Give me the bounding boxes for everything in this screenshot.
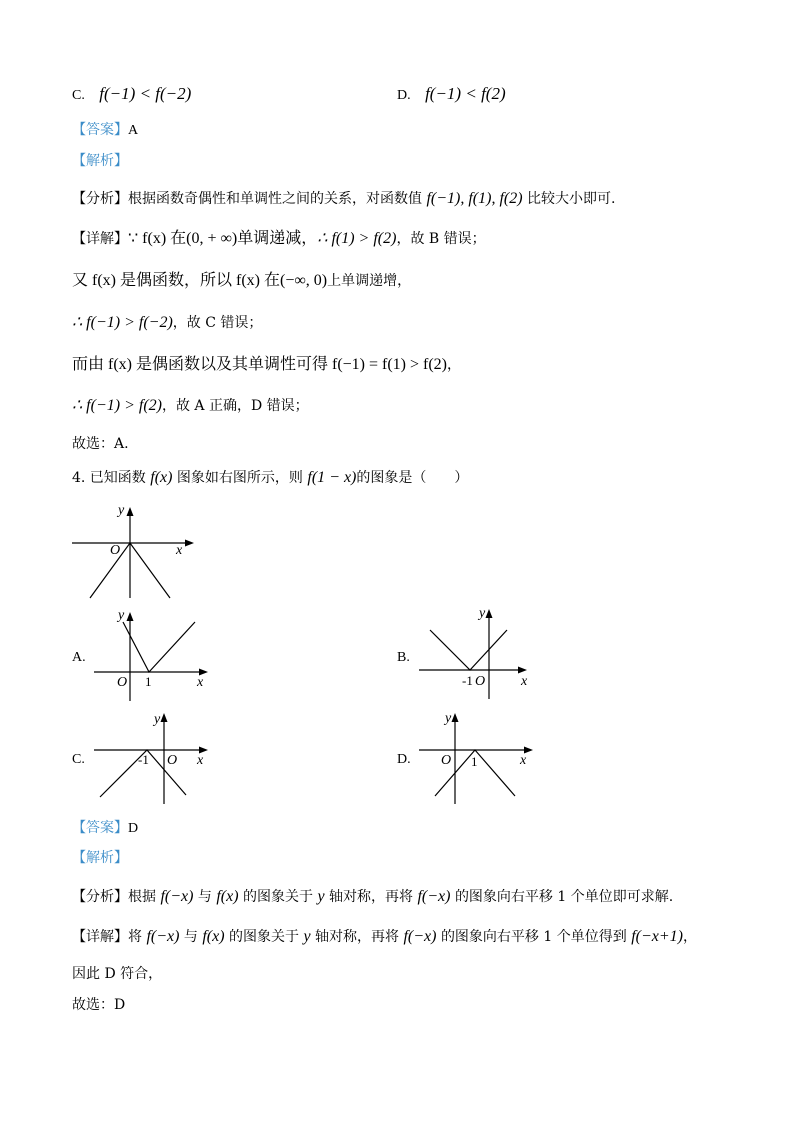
q4-stem-a: 4. 已知函数 [72,470,146,486]
q3-analysis [72,189,615,209]
de-c: 的图象关于 [229,929,300,945]
origin-label: O [475,674,486,689]
option-b-letter: B. [397,650,410,665]
q4-stem-c: 的图象是（ ） [356,470,469,486]
an-c: 的图象关于 [243,889,314,905]
de-b: 与 [183,929,198,945]
q4-choose [72,995,125,1015]
de-f2: f(x) [202,928,225,945]
detail-tag: 【详解】 [72,231,128,247]
q4-stem-b: 图象如右图所示，则 [176,470,303,486]
given-graph [70,502,200,602]
y-label: y [118,608,125,623]
y-axis-arrow-icon [486,609,493,618]
y-label: y [445,711,452,726]
x-axis-arrow-icon [185,540,194,547]
analysis-tag: 【分析】 [72,889,128,905]
de-e: 的图象向右平移 1 个单位得到 [440,929,627,945]
detail-3-b: ，故 C 错误； [172,315,263,331]
q4-stem-f: f(x) [150,469,173,486]
q4-answer [72,818,138,839]
y-label: y [479,606,486,621]
y-label: y [154,712,161,727]
conclusion-text: 因此 D 符合， [72,966,163,982]
detail-1-b: ∴ f(1) > f(2) [317,230,397,247]
option-c [72,84,191,106]
tick-label: -1 [138,752,149,767]
tick-label: -1 [462,673,473,688]
answer-tag: 【答案】 [72,820,128,836]
tick-label: 1 [471,754,478,769]
answer-value: D [128,821,139,836]
function-curve [123,622,195,672]
q3-choose [72,434,129,454]
option-c-graph [90,707,215,807]
option-c-expression: f(−1) < f(−2) [99,84,192,103]
de-d: 轴对称，再将 [315,929,400,945]
option-d-expression: f(−1) < f(2) [425,84,506,103]
q3-detail-3 [72,313,262,333]
option-b-graph [415,603,540,703]
de-a: 将 [128,929,142,945]
an-f1: f(−x) [160,888,194,905]
an-a: 根据 [128,889,156,905]
function-curve [430,630,507,670]
option-d [397,84,506,106]
an-b: 与 [197,889,212,905]
option-a-graph [90,605,215,705]
detail-4-b: ， [447,357,462,373]
q4-stem [72,468,468,488]
option-d-graph [415,706,540,806]
origin-label: O [441,753,452,768]
x-axis-arrow-icon [518,667,527,674]
analysis-text: 根据函数奇偶性和单调性之间的关系，对函数值 [128,191,422,207]
analysis-tag: 【分析】 [72,191,128,207]
q4-choose-text: 故选：D [72,997,126,1013]
tick-label: 1 [145,674,152,689]
de-f4: f(−x+1) [631,928,683,945]
option-c-letter: C. [72,88,85,103]
q4-stem-g: f(1 − x) [307,469,357,486]
detail-2-c: 上单调递增， [327,273,412,289]
an-y: y [317,888,325,905]
origin-label: O [110,543,121,558]
an-f3: f(−x) [417,888,451,905]
answer-tag: 【答案】 [72,122,128,138]
origin-label: O [167,753,178,768]
detail-5-b: ，故 A 正确，D 错误； [161,398,309,414]
y-axis-arrow-icon [127,612,134,621]
jiexi-tag: 【解析】 [72,153,128,169]
detail-5-a: ∴ f(−1) > f(2) [72,397,162,414]
q3-detail-2 [72,271,411,291]
x-label: x [520,753,527,768]
option-d-letter-graph: D. [397,752,411,767]
de-y: y [303,928,311,945]
an-d: 轴对称，再将 [329,889,414,905]
jiexi-tag: 【解析】 [72,850,128,866]
y-axis-arrow-icon [161,713,168,722]
answer-value: A [128,123,139,138]
de-f3: f(−x) [403,928,437,945]
option-c-letter-graph: C. [72,752,85,767]
x-label: x [197,675,204,690]
x-label: x [521,674,528,689]
detail-1-a: ∵ f(x) 在(0, + ∞)单调递减， [128,230,318,247]
analysis-values: f(−1), f(1), f(2) [426,190,523,207]
detail-4-a: 而由 f(x) 是偶函数以及其单调性可得 f(−1) = f(1) > f(2) [72,356,448,373]
x-label: x [197,753,204,768]
q3-detail-1 [72,229,486,249]
option-d-letter: D. [397,88,411,103]
detail-2-b: (−∞, 0) [279,272,328,289]
q4-analysis [72,887,673,907]
detail-1-c: ，故 B 错误； [396,231,486,247]
an-e: 的图象向右平移 1 个单位即可求解. [454,889,674,905]
detail-2-a: 又 f(x) 是偶函数，所以 f(x) 在 [72,272,280,289]
q3-detail-4 [72,355,461,375]
q3-detail-5 [72,396,309,416]
q4-conclusion [72,964,162,984]
option-a-letter: A. [72,650,86,665]
de-g: ， [683,929,697,945]
an-f2: f(x) [216,888,239,905]
x-label: x [176,543,183,558]
detail-3-a: ∴ f(−1) > f(−2) [72,314,173,331]
detail-tag: 【详解】 [72,929,128,945]
q3-answer [72,120,138,141]
origin-label: O [117,675,128,690]
y-axis-arrow-icon [127,507,134,516]
de-f1: f(−x) [146,928,180,945]
q3-jiexi [72,151,128,171]
y-axis-arrow-icon [452,713,459,722]
analysis-end: 比较大小即可. [527,191,616,207]
q4-detail [72,927,697,947]
q4-jiexi [72,848,128,868]
y-label: y [118,503,125,518]
q3-choose-text: 故选：A. [72,436,129,452]
